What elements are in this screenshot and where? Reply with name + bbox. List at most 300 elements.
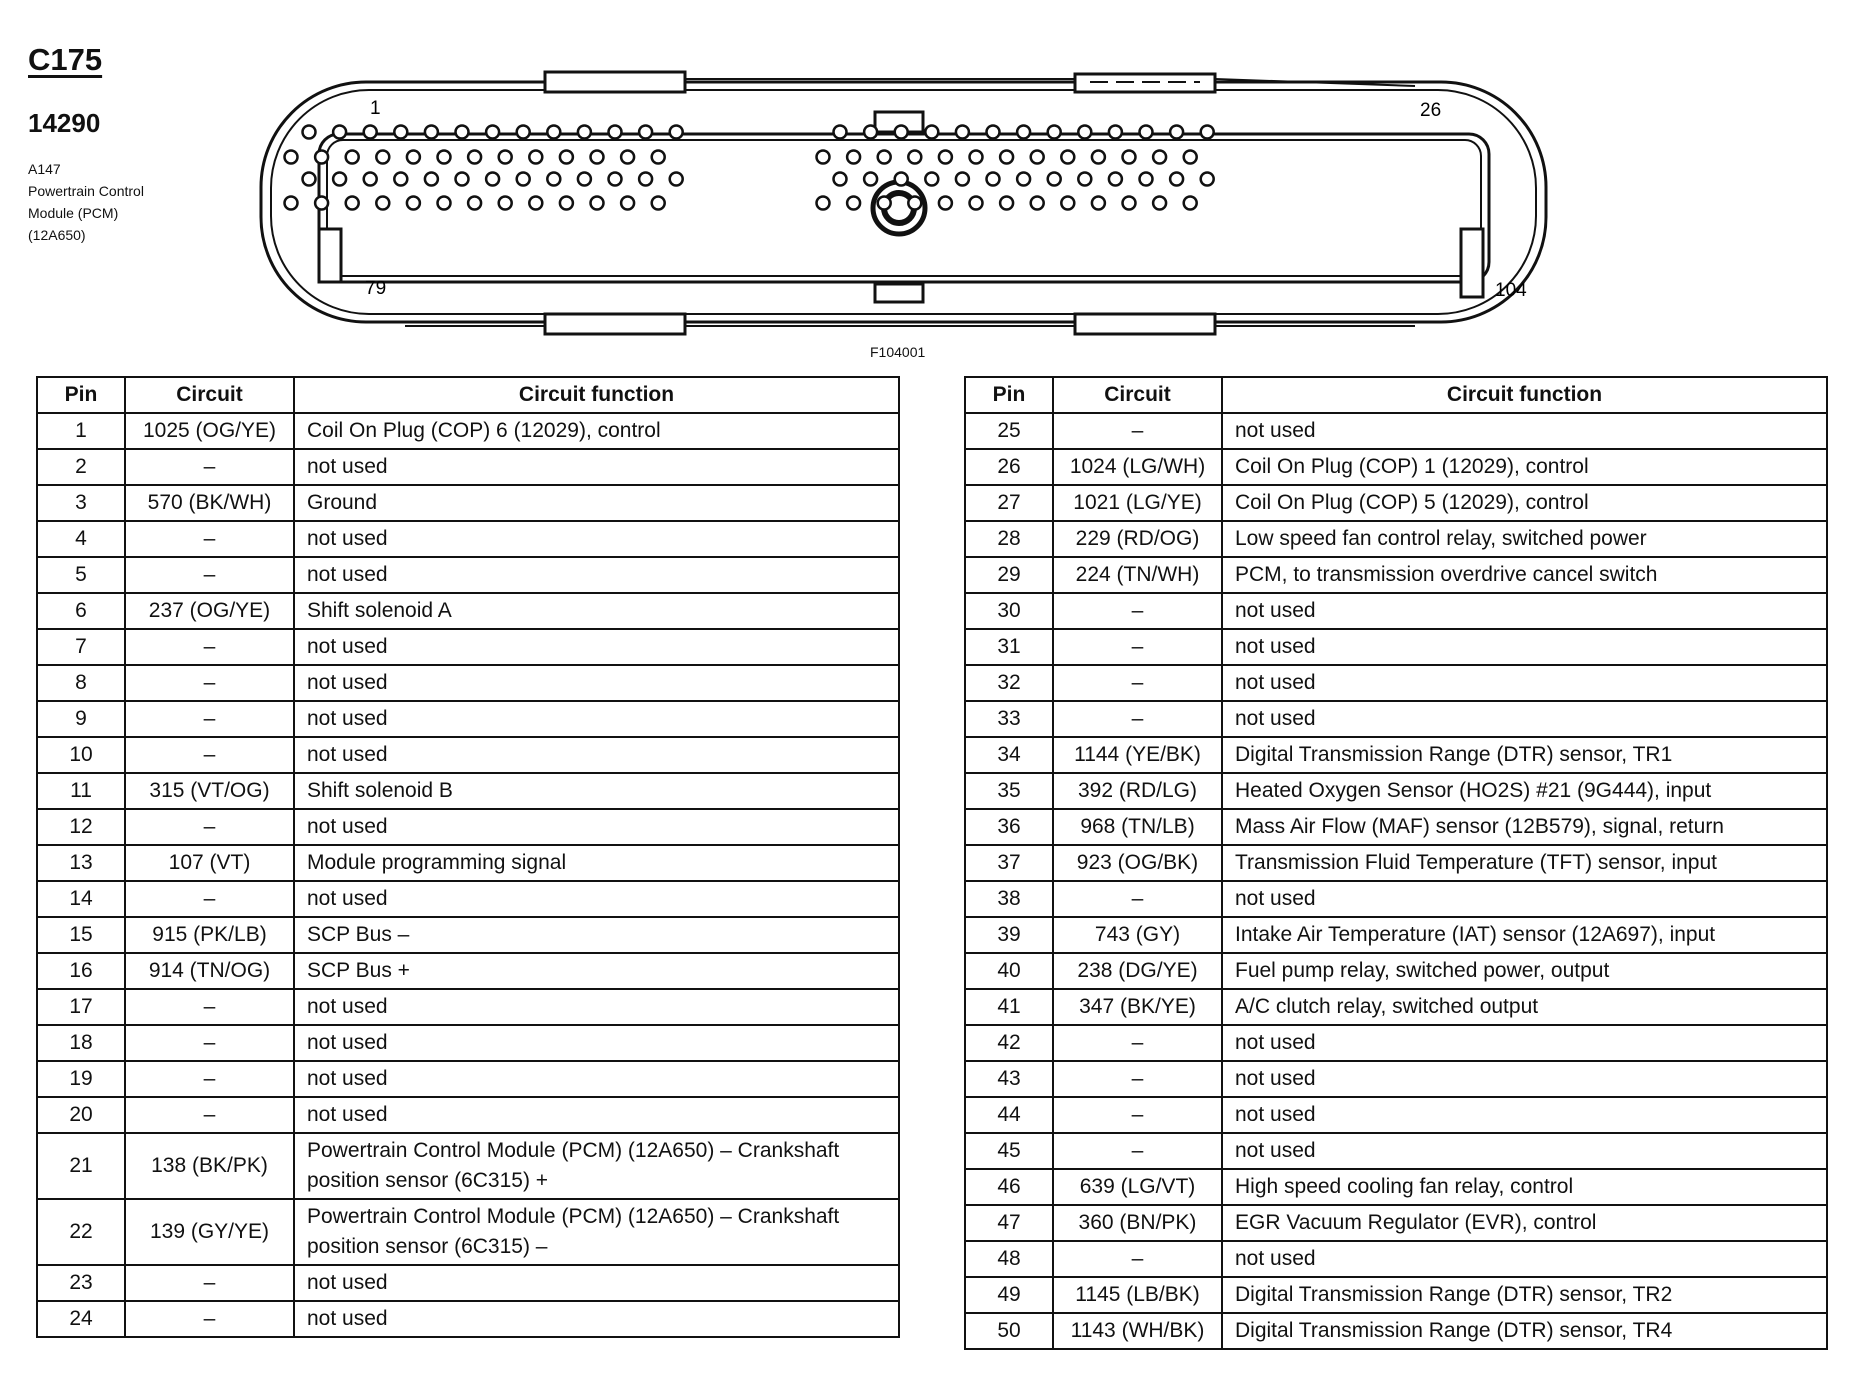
pin-hole bbox=[1061, 197, 1074, 210]
pin-hole bbox=[609, 126, 622, 139]
table-row bbox=[37, 737, 899, 773]
pin-hole bbox=[1031, 151, 1044, 164]
table-row bbox=[965, 485, 1827, 521]
pin-hole bbox=[560, 197, 573, 210]
pin-cell: 1 bbox=[37, 413, 125, 449]
circuit-cell: – bbox=[1053, 629, 1222, 665]
pin-hole bbox=[1153, 151, 1166, 164]
pin-hole bbox=[376, 197, 389, 210]
pin-hole bbox=[1092, 197, 1105, 210]
pin-hole bbox=[652, 151, 665, 164]
pin-hole bbox=[621, 197, 634, 210]
function-cell: not used bbox=[294, 1301, 899, 1337]
pin-hole bbox=[578, 173, 591, 186]
column-header-function: Circuit function bbox=[294, 377, 899, 413]
pin-cell: 45 bbox=[965, 1133, 1053, 1169]
circuit-cell: 392 (RD/LG) bbox=[1053, 773, 1222, 809]
pin-hole bbox=[956, 173, 969, 186]
function-cell: not used bbox=[294, 449, 899, 485]
key-slot-bottom bbox=[875, 284, 923, 302]
circuit-cell: – bbox=[125, 629, 294, 665]
table-row bbox=[965, 1277, 1827, 1313]
table-row bbox=[37, 557, 899, 593]
pin-hole bbox=[394, 173, 407, 186]
table-row bbox=[965, 701, 1827, 737]
table-row bbox=[965, 845, 1827, 881]
circuit-cell: 915 (PK/LB) bbox=[125, 917, 294, 953]
pin-hole bbox=[315, 151, 328, 164]
table-row bbox=[965, 1169, 1827, 1205]
pin-hole bbox=[1184, 151, 1197, 164]
pin-hole bbox=[1078, 126, 1091, 139]
pin-hole bbox=[1000, 197, 1013, 210]
pin-cell: 48 bbox=[965, 1241, 1053, 1277]
pin-hole bbox=[578, 126, 591, 139]
circuit-cell: – bbox=[1053, 1025, 1222, 1061]
function-cell: Coil On Plug (COP) 6 (12029), control bbox=[294, 413, 899, 449]
pin-cell: 33 bbox=[965, 701, 1053, 737]
pin-hole bbox=[1201, 173, 1214, 186]
function-cell: Digital Transmission Range (DTR) sensor, TR4 bbox=[1222, 1313, 1827, 1349]
pin-cell: 7 bbox=[37, 629, 125, 665]
circuit-cell: 1145 (LB/BK) bbox=[1053, 1277, 1222, 1313]
pin-hole bbox=[639, 126, 652, 139]
pin-cell: 38 bbox=[965, 881, 1053, 917]
circuit-cell: – bbox=[1053, 1061, 1222, 1097]
pin-cell: 13 bbox=[37, 845, 125, 881]
pin-hole bbox=[621, 151, 634, 164]
pin-cell: 41 bbox=[965, 989, 1053, 1025]
pin-cell: 3 bbox=[37, 485, 125, 521]
pin-hole bbox=[1140, 126, 1153, 139]
pin-cell: 46 bbox=[965, 1169, 1053, 1205]
pin-cell: 9 bbox=[37, 701, 125, 737]
circuit-cell: 743 (GY) bbox=[1053, 917, 1222, 953]
function-cell: not used bbox=[294, 665, 899, 701]
pin-hole bbox=[486, 173, 499, 186]
pin-hole bbox=[285, 151, 298, 164]
circuit-cell: – bbox=[125, 1265, 294, 1301]
pin-cell: 12 bbox=[37, 809, 125, 845]
function-cell: not used bbox=[294, 629, 899, 665]
circuit-cell: – bbox=[1053, 593, 1222, 629]
pin-hole bbox=[1123, 197, 1136, 210]
pin-hole bbox=[1153, 197, 1166, 210]
pin-hole bbox=[591, 151, 604, 164]
pin-hole bbox=[407, 197, 420, 210]
pin-label-79: 79 bbox=[365, 278, 387, 299]
pin-cell: 11 bbox=[37, 773, 125, 809]
pin-hole bbox=[315, 197, 328, 210]
pin-holes bbox=[285, 126, 1214, 210]
description-line: A147 bbox=[28, 161, 61, 177]
table-row bbox=[965, 737, 1827, 773]
pin-hole bbox=[468, 197, 481, 210]
function-cell: not used bbox=[294, 737, 899, 773]
circuit-cell: – bbox=[125, 1301, 294, 1337]
pin-cell: 26 bbox=[965, 449, 1053, 485]
table-row bbox=[965, 413, 1827, 449]
circuit-cell: – bbox=[125, 1025, 294, 1061]
pin-cell: 34 bbox=[965, 737, 1053, 773]
table-row bbox=[965, 1061, 1827, 1097]
pin-cell: 42 bbox=[965, 1025, 1053, 1061]
pin-hole bbox=[560, 151, 573, 164]
pin-cell: 21 bbox=[37, 1133, 125, 1199]
table-row bbox=[965, 989, 1827, 1025]
circuit-cell: – bbox=[125, 449, 294, 485]
pin-cell: 8 bbox=[37, 665, 125, 701]
circuit-cell: 238 (DG/YE) bbox=[1053, 953, 1222, 989]
pin-hole bbox=[407, 151, 420, 164]
circuit-cell: 224 (TN/WH) bbox=[1053, 557, 1222, 593]
column-header-circuit: Circuit bbox=[125, 377, 294, 413]
function-cell: not used bbox=[1222, 1025, 1827, 1061]
circuit-cell: 570 (BK/WH) bbox=[125, 485, 294, 521]
function-cell: not used bbox=[1222, 1061, 1827, 1097]
table-row bbox=[965, 449, 1827, 485]
pin-cell: 49 bbox=[965, 1277, 1053, 1313]
function-cell: not used bbox=[1222, 593, 1827, 629]
circuit-cell: – bbox=[1053, 413, 1222, 449]
function-cell: Heated Oxygen Sensor (HO2S) #21 (9G444), input bbox=[1222, 773, 1827, 809]
pin-hole bbox=[591, 197, 604, 210]
column-header-function: Circuit function bbox=[1222, 377, 1827, 413]
pin-cell: 20 bbox=[37, 1097, 125, 1133]
table-row bbox=[965, 629, 1827, 665]
pin-cell: 47 bbox=[965, 1205, 1053, 1241]
pin-hole bbox=[1048, 173, 1061, 186]
pin-hole bbox=[1109, 173, 1122, 186]
circuit-cell: – bbox=[1053, 1133, 1222, 1169]
description-line: Module (PCM) bbox=[28, 205, 119, 221]
corner-key-right bbox=[1461, 229, 1483, 297]
function-cell: not used bbox=[294, 1097, 899, 1133]
pin-cell: 29 bbox=[965, 557, 1053, 593]
table-row bbox=[965, 521, 1827, 557]
circuit-cell: 1021 (LG/YE) bbox=[1053, 485, 1222, 521]
connector-pin-face bbox=[319, 134, 1489, 282]
description-line: (12A650) bbox=[28, 227, 86, 243]
table-row bbox=[965, 881, 1827, 917]
pin-hole bbox=[517, 173, 530, 186]
pin-hole bbox=[438, 151, 451, 164]
pin-cell: 28 bbox=[965, 521, 1053, 557]
circuit-cell: 107 (VT) bbox=[125, 845, 294, 881]
pin-cell: 36 bbox=[965, 809, 1053, 845]
circuit-cell: – bbox=[125, 521, 294, 557]
pin-hole bbox=[834, 126, 847, 139]
circuit-cell: 968 (TN/LB) bbox=[1053, 809, 1222, 845]
table-row bbox=[965, 557, 1827, 593]
table-row bbox=[965, 593, 1827, 629]
corner-key-left bbox=[319, 229, 341, 282]
figure-code: F104001 bbox=[870, 344, 926, 360]
function-cell: Intake Air Temperature (IAT) sensor (12A697), input bbox=[1222, 917, 1827, 953]
pin-hole bbox=[1048, 126, 1061, 139]
table-row bbox=[37, 629, 899, 665]
function-cell: Ground bbox=[294, 485, 899, 521]
pin-hole bbox=[425, 126, 438, 139]
pin-hole bbox=[1170, 126, 1183, 139]
function-cell: Powertrain Control Module (PCM) (12A650) – Crankshaft position sensor (6C315) + bbox=[294, 1133, 899, 1199]
function-cell: Transmission Fluid Temperature (TFT) sensor, input bbox=[1222, 845, 1827, 881]
pin-cell: 39 bbox=[965, 917, 1053, 953]
function-cell: not used bbox=[294, 521, 899, 557]
pin-label-1: 1 bbox=[370, 98, 381, 119]
pin-cell: 25 bbox=[965, 413, 1053, 449]
circuit-cell: – bbox=[125, 809, 294, 845]
table-row bbox=[37, 881, 899, 917]
pin-hole bbox=[908, 151, 921, 164]
table-row bbox=[965, 917, 1827, 953]
pin-hole bbox=[908, 197, 921, 210]
pin-hole bbox=[878, 197, 891, 210]
pin-hole bbox=[987, 126, 1000, 139]
function-cell: Digital Transmission Range (DTR) sensor, TR1 bbox=[1222, 737, 1827, 773]
circuit-cell: 139 (GY/YE) bbox=[125, 1199, 294, 1265]
pin-hole bbox=[364, 126, 377, 139]
pin-hole bbox=[438, 197, 451, 210]
function-cell: Fuel pump relay, switched power, output bbox=[1222, 953, 1827, 989]
pin-hole bbox=[970, 197, 983, 210]
pin-table-right bbox=[964, 376, 1828, 1350]
table-row bbox=[37, 1097, 899, 1133]
pin-hole bbox=[529, 151, 542, 164]
pin-hole bbox=[547, 126, 560, 139]
pin-hole bbox=[346, 151, 359, 164]
pin-hole bbox=[817, 197, 830, 210]
pin-cell: 24 bbox=[37, 1301, 125, 1337]
circuit-cell: 1025 (OG/YE) bbox=[125, 413, 294, 449]
pin-hole bbox=[499, 197, 512, 210]
function-cell: Module programming signal bbox=[294, 845, 899, 881]
table-row bbox=[965, 665, 1827, 701]
pin-table-left bbox=[36, 376, 900, 1338]
function-cell: not used bbox=[1222, 629, 1827, 665]
table-row bbox=[965, 1313, 1827, 1349]
pin-hole bbox=[1000, 151, 1013, 164]
circuit-cell: – bbox=[125, 737, 294, 773]
pin-hole bbox=[1123, 151, 1136, 164]
circuit-cell: 237 (OG/YE) bbox=[125, 593, 294, 629]
pin-hole bbox=[939, 197, 952, 210]
pin-hole bbox=[1061, 151, 1074, 164]
part-number: 14290 bbox=[28, 108, 101, 138]
pin-cell: 18 bbox=[37, 1025, 125, 1061]
pin-hole bbox=[1201, 126, 1214, 139]
circuit-cell: – bbox=[125, 557, 294, 593]
column-header-pin: Pin bbox=[965, 377, 1053, 413]
function-cell: EGR Vacuum Regulator (EVR), control bbox=[1222, 1205, 1827, 1241]
pin-hole bbox=[652, 197, 665, 210]
pin-cell: 50 bbox=[965, 1313, 1053, 1349]
function-cell: A/C clutch relay, switched output bbox=[1222, 989, 1827, 1025]
table-row bbox=[965, 1025, 1827, 1061]
pin-cell: 44 bbox=[965, 1097, 1053, 1133]
circuit-cell: 914 (TN/OG) bbox=[125, 953, 294, 989]
function-cell: not used bbox=[1222, 701, 1827, 737]
table-row bbox=[37, 1061, 899, 1097]
table-row bbox=[37, 845, 899, 881]
pin-hole bbox=[1109, 126, 1122, 139]
function-cell: PCM, to transmission overdrive cancel switch bbox=[1222, 557, 1827, 593]
function-cell: not used bbox=[1222, 881, 1827, 917]
pin-hole bbox=[333, 173, 346, 186]
table-row bbox=[37, 1301, 899, 1337]
connector-description bbox=[28, 158, 144, 246]
pin-hole bbox=[878, 151, 891, 164]
latch-tab bbox=[545, 314, 685, 334]
pin-hole bbox=[864, 126, 877, 139]
pin-label-104: 104 bbox=[1495, 280, 1527, 301]
table-row bbox=[37, 1265, 899, 1301]
function-cell: not used bbox=[294, 1265, 899, 1301]
circuit-cell: 360 (BN/PK) bbox=[1053, 1205, 1222, 1241]
table-row bbox=[37, 809, 899, 845]
circuit-cell: 639 (LG/VT) bbox=[1053, 1169, 1222, 1205]
pin-hole bbox=[1092, 151, 1105, 164]
circuit-cell: – bbox=[1053, 1097, 1222, 1133]
function-cell: not used bbox=[294, 1061, 899, 1097]
table-row bbox=[37, 917, 899, 953]
circuit-cell: 229 (RD/OG) bbox=[1053, 521, 1222, 557]
table-row bbox=[37, 665, 899, 701]
pin-cell: 17 bbox=[37, 989, 125, 1025]
function-cell: not used bbox=[1222, 413, 1827, 449]
table-row bbox=[37, 521, 899, 557]
pin-hole bbox=[1017, 126, 1030, 139]
function-cell: SCP Bus + bbox=[294, 953, 899, 989]
pin-label-26: 26 bbox=[1420, 100, 1442, 121]
pin-hole bbox=[987, 173, 1000, 186]
circuit-cell: 315 (VT/OG) bbox=[125, 773, 294, 809]
pin-cell: 32 bbox=[965, 665, 1053, 701]
pin-hole bbox=[1078, 173, 1091, 186]
function-cell: not used bbox=[294, 557, 899, 593]
table-row bbox=[965, 1241, 1827, 1277]
circuit-cell: 1144 (YE/BK) bbox=[1053, 737, 1222, 773]
description-line: Powertrain Control bbox=[28, 183, 144, 199]
pin-cell: 4 bbox=[37, 521, 125, 557]
circuit-cell: 347 (BK/YE) bbox=[1053, 989, 1222, 1025]
pin-hole bbox=[456, 173, 469, 186]
pin-hole bbox=[895, 126, 908, 139]
table-row bbox=[37, 1133, 899, 1199]
pin-cell: 5 bbox=[37, 557, 125, 593]
pin-cell: 27 bbox=[965, 485, 1053, 521]
function-cell: High speed cooling fan relay, control bbox=[1222, 1169, 1827, 1205]
table-row bbox=[37, 485, 899, 521]
pin-hole bbox=[956, 126, 969, 139]
pin-hole bbox=[817, 151, 830, 164]
pin-hole bbox=[456, 126, 469, 139]
circuit-cell: 923 (OG/BK) bbox=[1053, 845, 1222, 881]
pin-hole bbox=[639, 173, 652, 186]
function-cell: Shift solenoid B bbox=[294, 773, 899, 809]
table-row bbox=[965, 1097, 1827, 1133]
pin-hole bbox=[547, 173, 560, 186]
table-row bbox=[37, 1199, 899, 1265]
pin-hole bbox=[970, 151, 983, 164]
pin-hole bbox=[670, 126, 683, 139]
circuit-cell: – bbox=[125, 665, 294, 701]
pin-hole bbox=[486, 126, 499, 139]
circuit-cell: – bbox=[1053, 1241, 1222, 1277]
table-row bbox=[37, 593, 899, 629]
pin-hole bbox=[468, 151, 481, 164]
function-cell: not used bbox=[294, 809, 899, 845]
latch-tab bbox=[545, 72, 685, 92]
pin-hole bbox=[333, 126, 346, 139]
function-cell: Shift solenoid A bbox=[294, 593, 899, 629]
connector-face-diagram bbox=[255, 64, 1555, 339]
circuit-cell: – bbox=[125, 701, 294, 737]
pin-hole bbox=[376, 151, 389, 164]
table-row bbox=[37, 953, 899, 989]
pin-cell: 43 bbox=[965, 1061, 1053, 1097]
table-row bbox=[37, 989, 899, 1025]
pin-hole bbox=[939, 151, 952, 164]
table-row bbox=[37, 413, 899, 449]
pin-cell: 6 bbox=[37, 593, 125, 629]
function-cell: not used bbox=[1222, 1097, 1827, 1133]
table-row bbox=[965, 773, 1827, 809]
latch-tab bbox=[1075, 314, 1215, 334]
function-cell: not used bbox=[294, 989, 899, 1025]
circuit-cell: – bbox=[1053, 701, 1222, 737]
pin-hole bbox=[847, 197, 860, 210]
column-header-circuit: Circuit bbox=[1053, 377, 1222, 413]
circuit-cell: – bbox=[125, 881, 294, 917]
pin-hole bbox=[529, 197, 542, 210]
pin-cell: 2 bbox=[37, 449, 125, 485]
function-cell: not used bbox=[1222, 1133, 1827, 1169]
pin-cell: 30 bbox=[965, 593, 1053, 629]
table-row bbox=[965, 953, 1827, 989]
circuit-cell: – bbox=[1053, 881, 1222, 917]
table-row bbox=[37, 773, 899, 809]
table-row bbox=[965, 809, 1827, 845]
pin-cell: 40 bbox=[965, 953, 1053, 989]
pin-cell: 10 bbox=[37, 737, 125, 773]
circuit-cell: – bbox=[125, 1061, 294, 1097]
pin-hole bbox=[1170, 173, 1183, 186]
connector-id: C175 bbox=[28, 42, 103, 77]
pin-hole bbox=[834, 173, 847, 186]
function-cell: Digital Transmission Range (DTR) sensor, TR2 bbox=[1222, 1277, 1827, 1313]
pin-hole bbox=[364, 173, 377, 186]
pin-hole bbox=[303, 173, 316, 186]
function-cell: not used bbox=[294, 1025, 899, 1061]
pin-hole bbox=[670, 173, 683, 186]
pin-cell: 23 bbox=[37, 1265, 125, 1301]
pin-hole bbox=[346, 197, 359, 210]
pin-cell: 37 bbox=[965, 845, 1053, 881]
table-row bbox=[37, 1025, 899, 1061]
pin-hole bbox=[285, 197, 298, 210]
pin-hole bbox=[394, 126, 407, 139]
function-cell: SCP Bus – bbox=[294, 917, 899, 953]
function-cell: Coil On Plug (COP) 5 (12029), control bbox=[1222, 485, 1827, 521]
pin-cell: 31 bbox=[965, 629, 1053, 665]
pin-cell: 22 bbox=[37, 1199, 125, 1265]
pin-hole bbox=[864, 173, 877, 186]
function-cell: Powertrain Control Module (PCM) (12A650) – Crankshaft position sensor (6C315) – bbox=[294, 1199, 899, 1265]
function-cell: not used bbox=[294, 701, 899, 737]
function-cell: Mass Air Flow (MAF) sensor (12B579), signal, return bbox=[1222, 809, 1827, 845]
table-row bbox=[37, 701, 899, 737]
